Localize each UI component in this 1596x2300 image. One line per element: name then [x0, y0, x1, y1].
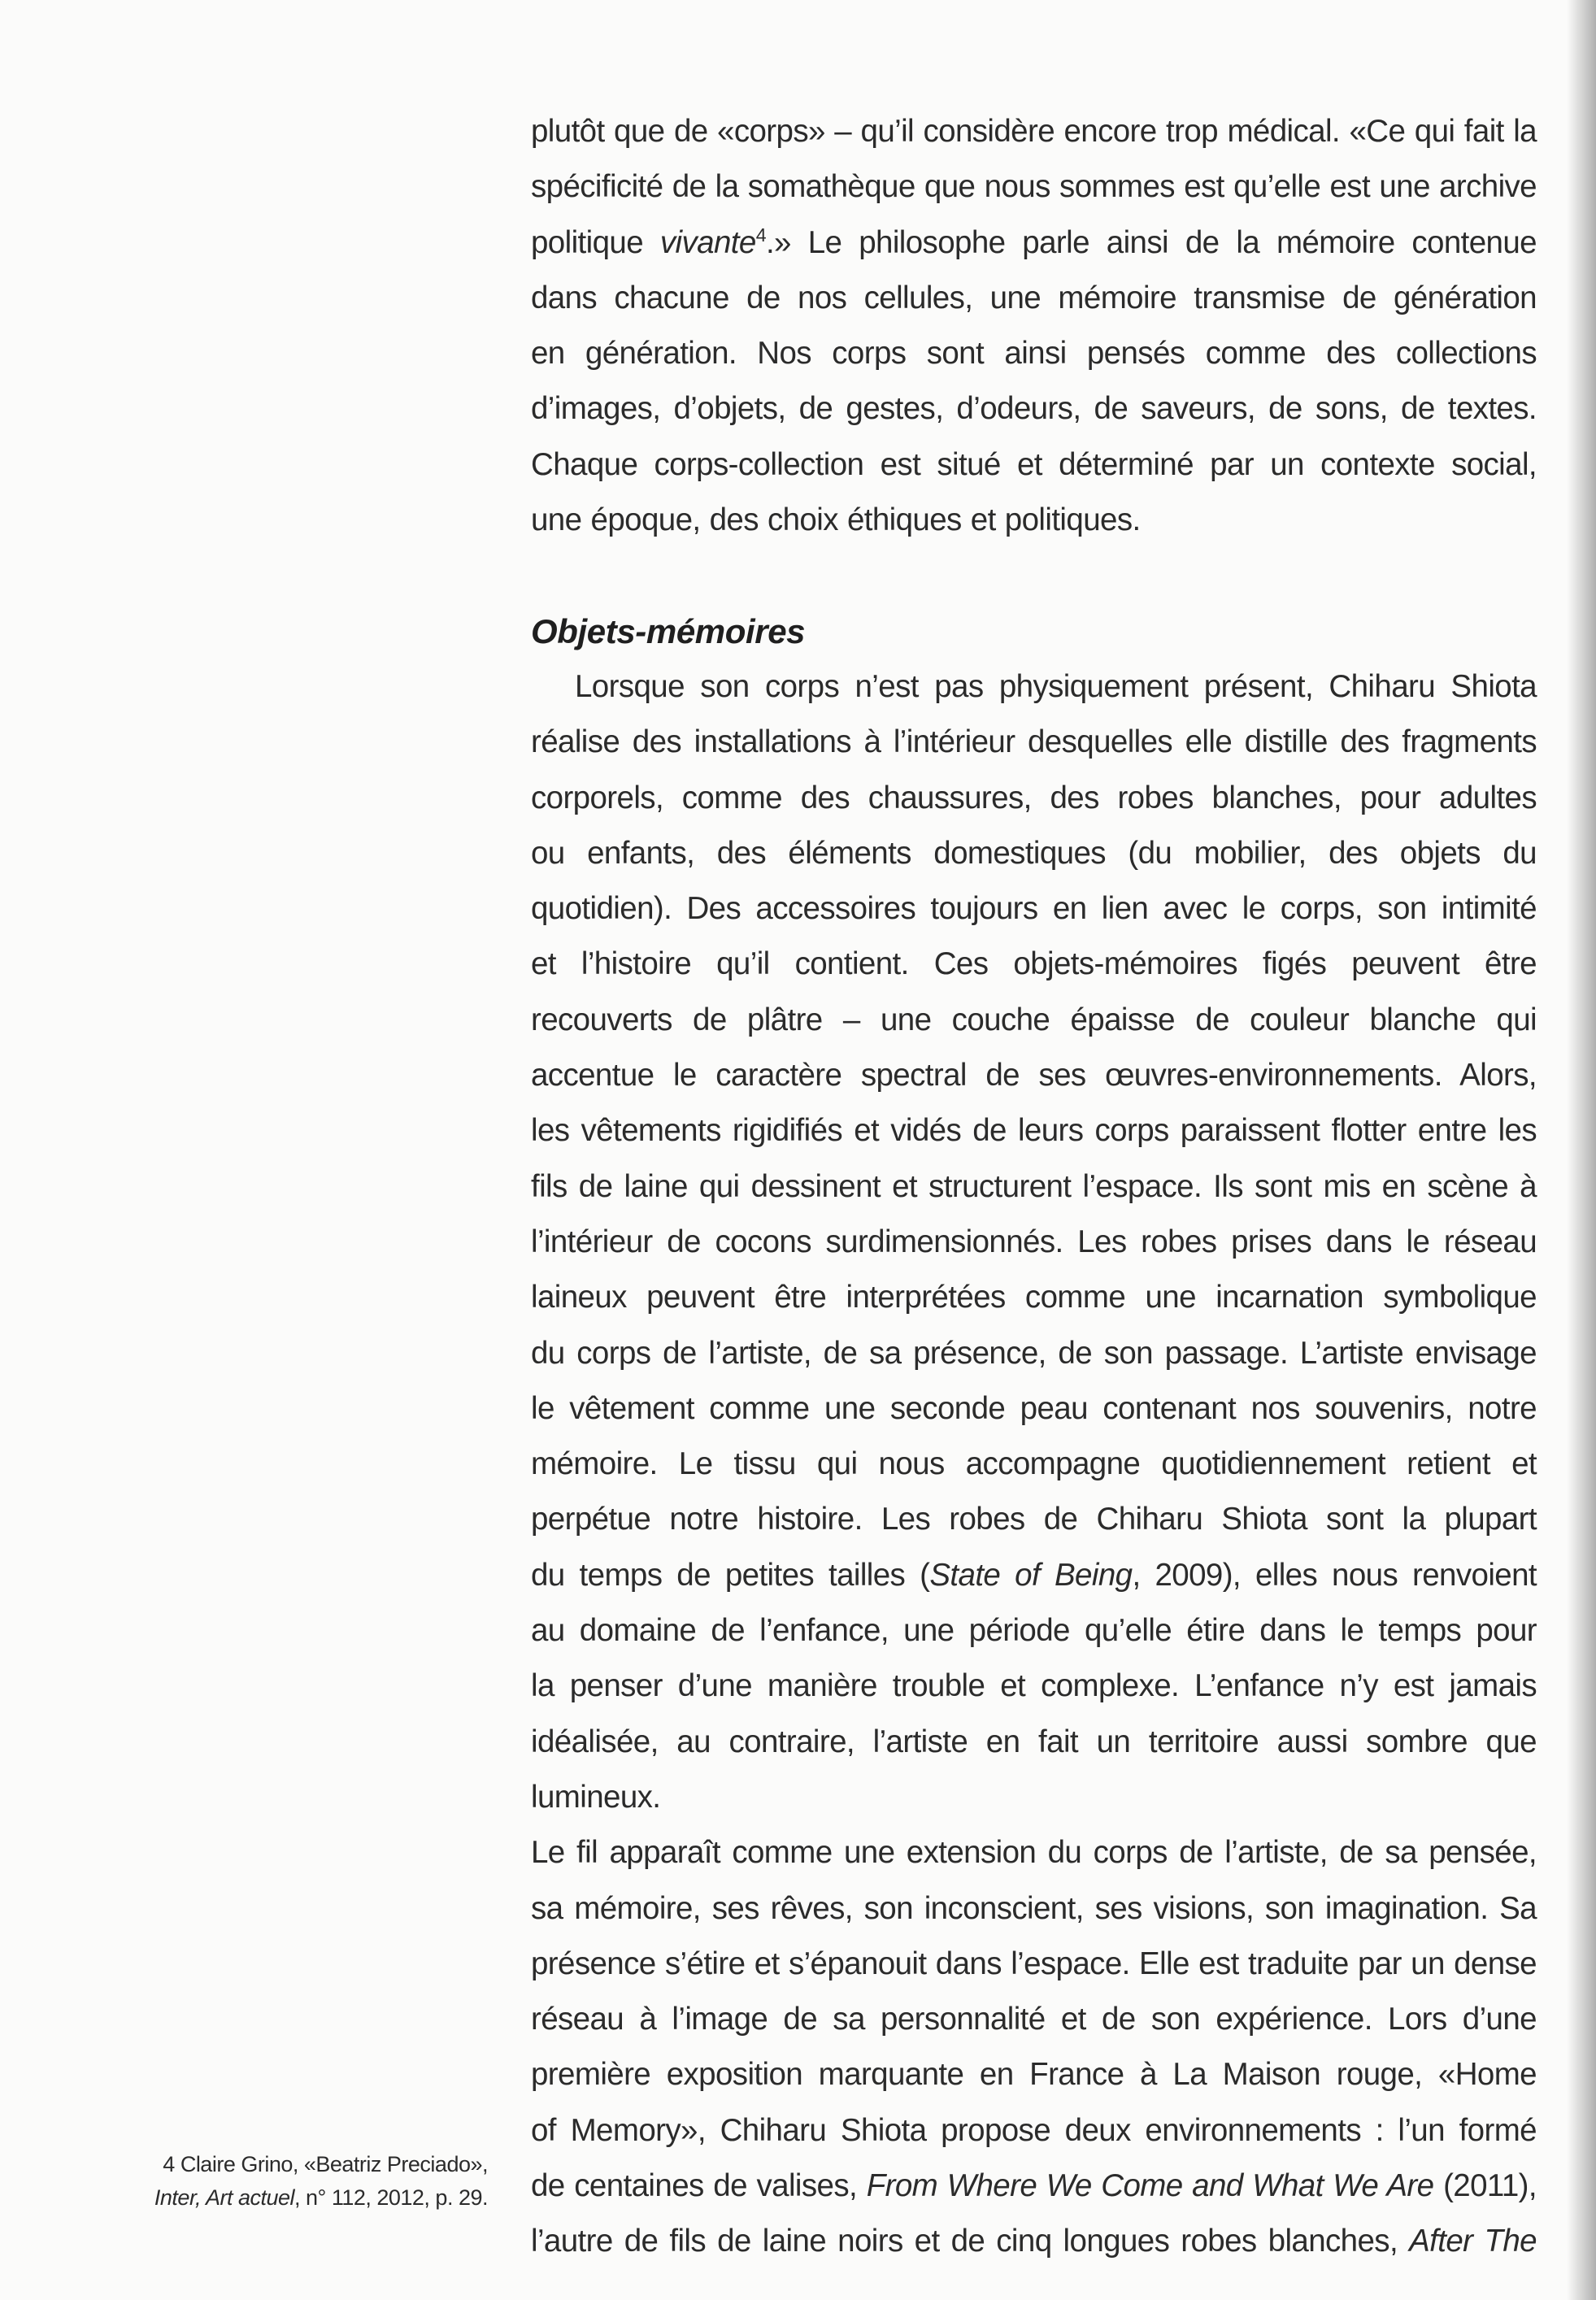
body-line-with-footnote-ref	[531, 215, 1537, 271]
body-line: le vêtement comme une seconde peau contenant nos souvenirs, notre	[531, 1390, 1537, 1426]
body-line-with-title	[531, 2214, 1537, 2269]
body-line: Le fil apparaît comme une extension du corps de l’artiste, de sa pensée,	[531, 1835, 1537, 1871]
text-run: (2011),	[1433, 2167, 1537, 2203]
body-line: ou enfants, des éléments domestiques (du mobilier, des objets du	[531, 835, 1537, 871]
main-text-column	[531, 104, 1537, 2270]
text-run: du temps de petites tailles (	[531, 1557, 930, 1593]
body-line: en génération. Nos corps sont ainsi pensés comme des collections	[531, 336, 1537, 372]
body-line: idéalisée, au contraire, l’artiste en fait un territoire aussi sombre que	[531, 1724, 1537, 1759]
text-run: de centaines de valises,	[531, 2167, 867, 2203]
scan-edge-shadow	[1567, 0, 1596, 2300]
artwork-title: From Where We Come and What We Are	[866, 2167, 1434, 2203]
artwork-title: After The	[1409, 2224, 1537, 2259]
body-line: spécificité de la somathèque que nous sommes est qu’elle est une archive	[531, 169, 1537, 205]
publication-title: Inter, Art actuel	[154, 2185, 294, 2210]
body-line: réseau à l’image de sa personnalité et de son expérience. Lors d’une	[531, 2002, 1537, 2037]
footnote-ref: 4	[755, 224, 766, 246]
body-line: et l’histoire qu’il contient. Ces objets-mémoires figés peuvent être	[531, 946, 1537, 982]
body-line: les vêtements rigidifiés et vidés de leurs corps paraissent flotter entre les	[531, 1113, 1537, 1149]
body-line: Chaque corps-collection est situé et déterminé par un contexte social,	[531, 446, 1537, 482]
footnote-line-1: 4 Claire Grino, «Beatriz Preciado»,	[163, 2152, 488, 2176]
body-line: la penser d’une manière trouble et complexe. L’enfance n’y est jamais	[531, 1668, 1537, 1704]
body-line: of Memory», Chiharu Shiota propose deux environnements : l’un formé	[531, 2112, 1537, 2148]
body-line: présence s’étire et s’épanouit dans l’espace. Elle est traduite par un dense	[531, 1946, 1537, 1981]
spacer	[531, 548, 1537, 603]
section-heading: Objets-mémoires	[531, 611, 806, 650]
body-line-with-title	[531, 2159, 1537, 2214]
body-line: corporels, comme des chaussures, des robes blanches, pour adultes	[531, 780, 1537, 815]
body-line: réalise des installations à l’intérieur desquelles elle distille des fragments	[531, 724, 1537, 760]
body-line: lumineux.	[531, 1779, 661, 1815]
body-line: d’images, d’objets, de gestes, d’odeurs, de saveurs, de sons, de textes.	[531, 391, 1537, 427]
body-line: Lorsque son corps n’est pas physiquement présent, Chiharu Shiota	[575, 668, 1537, 704]
body-line: accentue le caractère spectral de ses œuvres-environnements. Alors,	[531, 1058, 1537, 1093]
body-line: laineux peuvent être interprétées comme une incarnation symbolique	[531, 1280, 1537, 1315]
body-line: recouverts de plâtre – une couche épaisse de couleur blanche qui	[531, 1002, 1537, 1037]
body-line: dans chacune de nos cellules, une mémoire transmise de génération	[531, 280, 1537, 315]
text-run: .» Le philosophe parle ainsi de la mémoire contenue	[765, 224, 1537, 260]
footnote-line-2	[98, 2181, 488, 2215]
artwork-title: State of Being	[929, 1557, 1133, 1593]
body-line: perpétue notre histoire. Les robes de Chiharu Shiota sont la plupart	[531, 1502, 1537, 1537]
body-line: fils de laine qui dessinent et structurent l’espace. Ils sont mis en scène à	[531, 1168, 1537, 1204]
body-line: une époque, des choix éthiques et politiques.	[531, 502, 1141, 538]
body-line: l’intérieur de cocons surdimensionnés. Les robes prises dans le réseau	[531, 1224, 1537, 1259]
body-line: plutôt que de «corps» – qu’il considère encore trop médical. «Ce qui fait la	[531, 114, 1537, 149]
body-line: au domaine de l’enfance, une période qu’elle étire dans le temps pour	[531, 1613, 1537, 1649]
body-line: sa mémoire, ses rêves, son inconscient, ses visions, son imagination. Sa	[531, 1890, 1537, 1926]
body-line: du corps de l’artiste, de sa présence, de son passage. L’artiste envisage	[531, 1335, 1537, 1371]
text-run: , n° 112, 2012, p. 29.	[294, 2185, 488, 2210]
body-line-with-title	[531, 1548, 1537, 1603]
footnote	[98, 2148, 488, 2215]
italic-term: vivante	[659, 224, 756, 260]
body-line: quotidien). Des accessoires toujours en lien avec le corps, son intimité	[531, 891, 1537, 927]
body-line: première exposition marquante en France à La Maison rouge, «Home	[531, 2057, 1537, 2093]
text-run: l’autre de fils de laine noirs et de cinq longues robes blanches,	[531, 2224, 1410, 2259]
body-line: mémoire. Le tissu qui nous accompagne quotidiennement retient et	[531, 1446, 1537, 1482]
text-run: , 2009), elles nous renvoient	[1132, 1557, 1537, 1593]
text-run: politique	[531, 224, 660, 260]
